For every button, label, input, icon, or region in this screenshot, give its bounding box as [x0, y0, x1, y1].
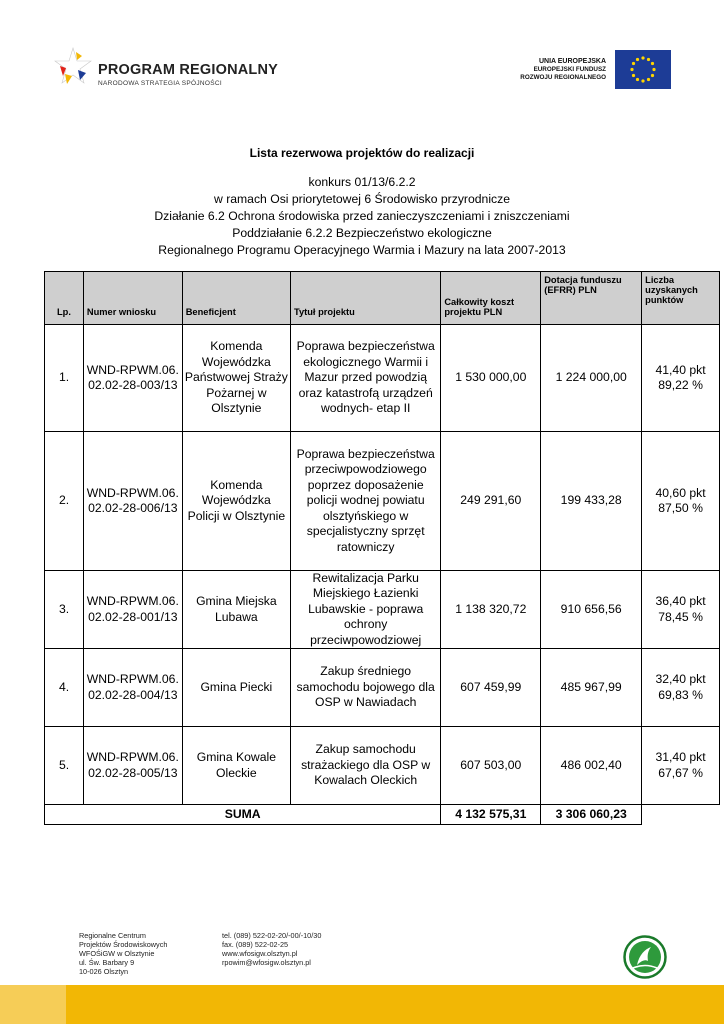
subtitle-line: Działanie 6.2 Ochrona środowiska przed zanieczyszczeniami i zniszczeniami: [154, 209, 570, 223]
cell-dotacja: 910 656,56: [541, 571, 642, 649]
eu-line-2: EUROPEJSKI FUNDUSZ: [533, 66, 606, 73]
cell-lp: 4.: [45, 649, 84, 727]
cell-numer: WND-RPWM.06.02.02-28-005/13: [83, 727, 182, 805]
table-row: [45, 727, 720, 805]
header-tytul: Tytuł projektu: [291, 272, 441, 325]
footer-email[interactable]: rpowim@wfosigw.olsztyn.pl: [222, 958, 311, 968]
wfosigw-logo-icon: [623, 935, 667, 979]
table-header-row: [45, 272, 720, 325]
program-star-icon: [52, 46, 94, 88]
score-points: 40,60 pkt: [655, 485, 706, 500]
cell-tytul: Poprawa bezpieczeństwa przeciwpowodziowego poprzez doposażenie policji wodnej powiatu olsztyńskiego w specjalistyczny sprzęt ratowniczy: [291, 432, 441, 571]
cell-dotacja: 485 967,99: [541, 649, 642, 727]
header-beneficjent: Beneficjent: [182, 272, 290, 325]
footer-yellow-accent: [0, 985, 66, 1024]
score-points: 36,40 pkt: [655, 594, 706, 609]
cell-punkty: [642, 649, 720, 727]
footer-line: WFOŚiGW w Olsztynie: [79, 949, 155, 959]
sum-empty: [642, 805, 720, 825]
cell-koszt: 249 291,60: [441, 432, 541, 571]
footer-fax: fax. (089) 522-02-25: [222, 940, 289, 950]
cell-koszt: 1 530 000,00: [441, 325, 541, 432]
cell-tytul: Zakup samochodu strażackiego dla OSP w Kowalach Oleckich: [291, 727, 441, 805]
cell-punkty: [642, 727, 720, 805]
score-points: 32,40 pkt: [655, 672, 706, 687]
subtitle-line: w ramach Osi priorytetowej 6 Środowisko przyrodnicze: [214, 192, 510, 206]
score-percent: 67,67 %: [658, 765, 703, 780]
cell-dotacja: 486 002,40: [541, 727, 642, 805]
cell-punkty: [642, 432, 720, 571]
cell-numer: WND-RPWM.06.02.02-28-003/13: [83, 325, 182, 432]
cell-tytul: Zakup średniego samochodu bojowego dla OSP w Nawiadach: [291, 649, 441, 727]
table-row: [45, 432, 720, 571]
footer-contact: [222, 931, 321, 967]
footer-website[interactable]: www.wfosigw.olsztyn.pl: [222, 949, 298, 959]
footer-line: Projektów Środowiskowych: [79, 940, 168, 950]
program-name: PROGRAM REGIONALNY: [98, 62, 279, 78]
header-punkty: Liczba uzyskanych punktów: [642, 272, 720, 325]
cell-lp: 1.: [45, 325, 84, 432]
score-percent: 69,83 %: [658, 687, 703, 702]
cell-numer: WND-RPWM.06.02.02-28-001/13: [83, 571, 182, 649]
eu-flag-icon: [615, 50, 671, 89]
projects-table: [44, 271, 720, 825]
sum-label: SUMA: [45, 805, 441, 825]
cell-koszt: 607 459,99: [441, 649, 541, 727]
subtitle-line: konkurs 01/13/6.2.2: [308, 175, 416, 189]
table-row: [45, 649, 720, 727]
header-koszt: Całkowity koszt projektu PLN: [441, 272, 541, 325]
cell-lp: 5.: [45, 727, 84, 805]
cell-lp: 2.: [45, 432, 84, 571]
eu-line-3: ROZWOJU REGIONALNEGO: [520, 74, 606, 81]
subtitle-line: Regionalnego Programu Operacyjnego Warmia i Mazury na lata 2007-2013: [158, 243, 566, 257]
table-row: [45, 325, 720, 432]
sum-dotacja: 3 306 060,23: [541, 805, 642, 825]
cell-koszt: 607 503,00: [441, 727, 541, 805]
cell-beneficjent: Gmina Piecki: [182, 649, 290, 727]
footer-yellow-band: [0, 985, 724, 1024]
score-points: 41,40 pkt: [655, 362, 706, 377]
header-numer: Numer wniosku: [83, 272, 182, 325]
cell-punkty: [642, 571, 720, 649]
footer-phone: tel. (089) 522-02-20/-00/-10/30: [222, 931, 322, 940]
cell-beneficjent: Gmina Kowale Oleckie: [182, 727, 290, 805]
cell-dotacja: 1 224 000,00: [541, 325, 642, 432]
document-subtitle: [0, 174, 724, 259]
footer-address: [79, 931, 167, 976]
table-row: [45, 571, 720, 649]
score-points: 31,40 pkt: [655, 750, 706, 765]
cell-dotacja: 199 433,28: [541, 432, 642, 571]
cell-beneficjent: Komenda Wojewódzka Państwowej Straży Pożarnej w Olsztynie: [182, 325, 290, 432]
cell-numer: WND-RPWM.06.02.02-28-004/13: [83, 649, 182, 727]
score-percent: 89,22 %: [658, 378, 703, 392]
cell-lp: 3.: [45, 571, 84, 649]
score-percent: 78,45 %: [658, 609, 703, 624]
header-dotacja: Dotacja funduszu (EFRR) PLN: [541, 272, 642, 325]
eu-label: [520, 58, 606, 82]
document-title: Lista rezerwowa projektów do realizacji: [249, 146, 475, 160]
footer-line: ul. Św. Barbary 9: [79, 958, 135, 968]
cell-beneficjent: Komenda Wojewódzka Policji w Olsztynie: [182, 432, 290, 571]
header-lp: Lp.: [45, 272, 84, 325]
footer-line: 10-026 Olsztyn: [79, 967, 129, 977]
cell-beneficjent: Gmina Miejska Lubawa: [182, 571, 290, 649]
cell-tytul: Poprawa bezpieczeństwa ekologicznego Warmii i Mazur przed powodzią oraz katastrofą urządzeń wodnych- etap II: [291, 325, 441, 432]
sum-koszt: 4 132 575,31: [441, 805, 541, 825]
score-percent: 87,50 %: [658, 501, 703, 515]
subtitle-line: Poddziałanie 6.2.2 Bezpieczeństwo ekologiczne: [232, 226, 492, 240]
cell-numer: WND-RPWM.06.02.02-28-006/13: [83, 432, 182, 571]
sum-row: [45, 805, 720, 825]
program-subtitle: NARODOWA STRATEGIA SPÓJNOŚCI: [98, 80, 222, 87]
cell-punkty: [642, 325, 720, 432]
eu-line-1: UNIA EUROPEJSKA: [538, 58, 606, 65]
cell-koszt: 1 138 320,72: [441, 571, 541, 649]
cell-tytul: Rewitalizacja Parku Miejskiego Łazienki Lubawskie - poprawa ochrony przeciwpowodziowej: [291, 571, 441, 649]
footer-line: Regionalne Centrum: [79, 931, 146, 940]
